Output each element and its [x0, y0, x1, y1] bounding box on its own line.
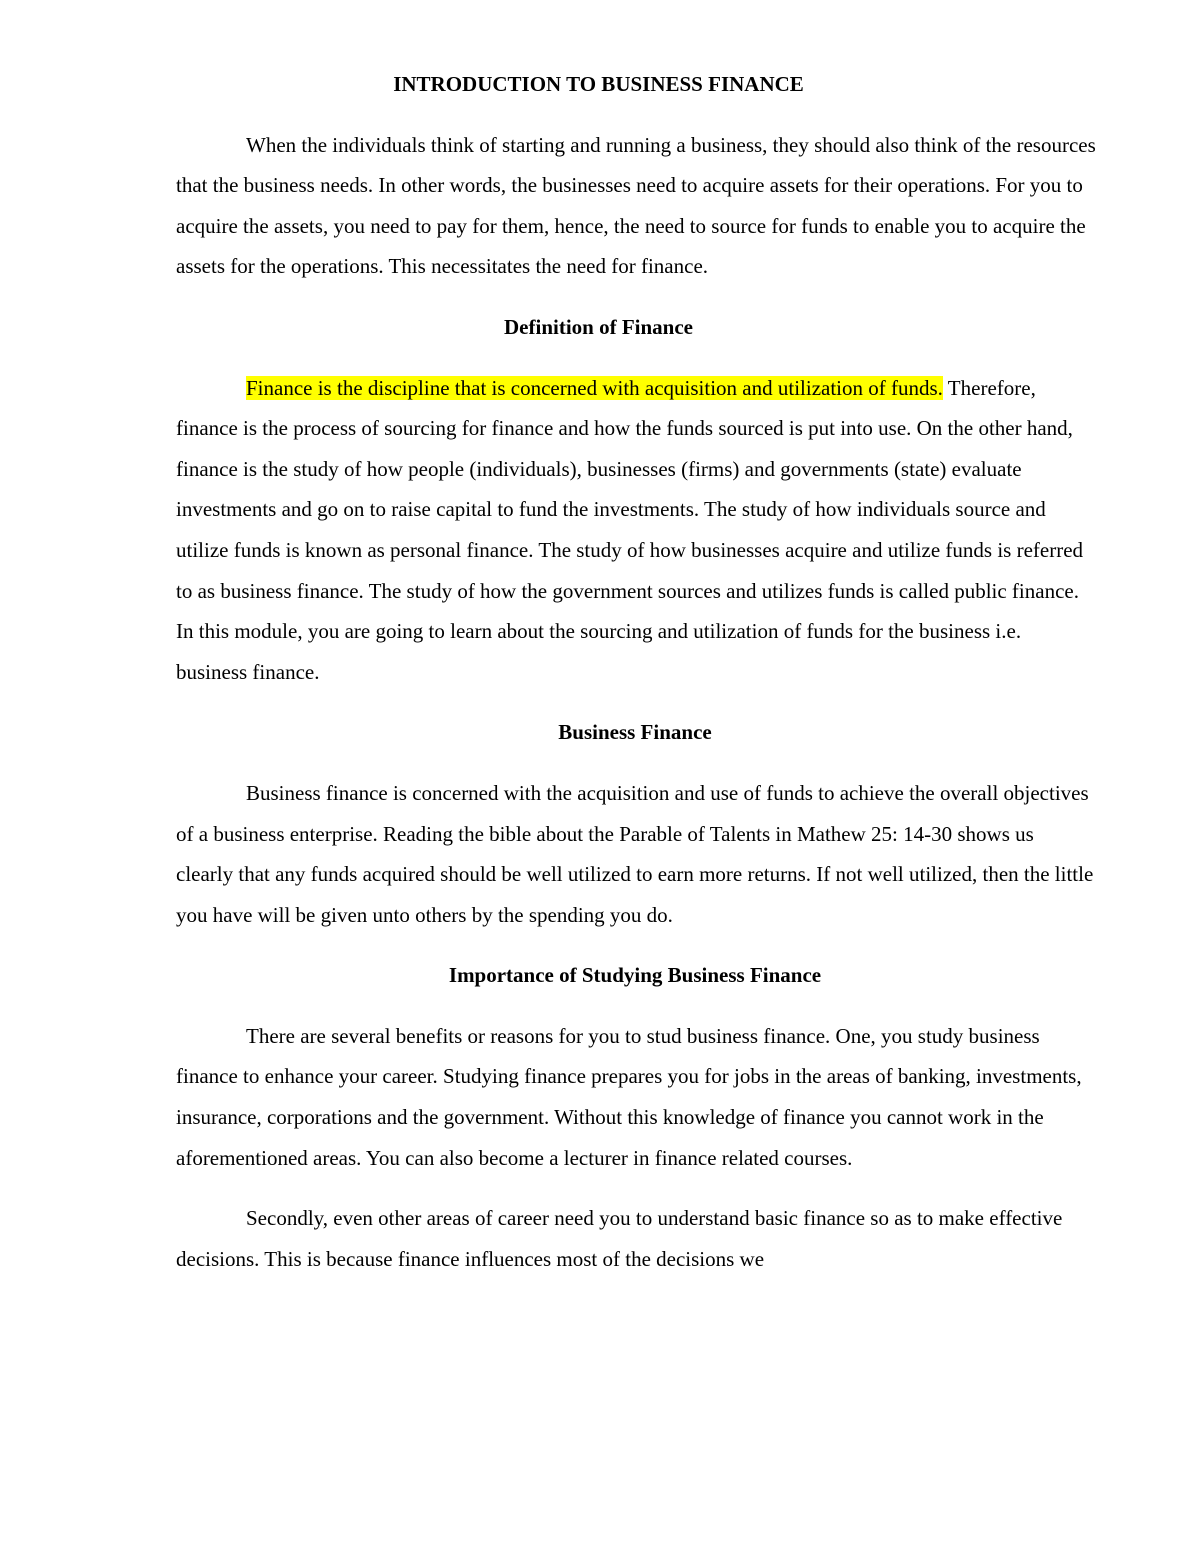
- section-heading-importance: Importance of Studying Business Finance: [448, 963, 822, 988]
- definition-paragraph-text: Therefore, finance is the process of sourcing for finance and how the funds sourced is put into use. On the other hand, finance is the study of how people (individuals), businesses (firms) and governments (state) evaluate investments and go on to raise capital to fund the investments. The study of how individuals source and utilize funds is known as personal finance. The study of how businesses acquire and utilize funds is referred to as business finance. The study of how the government sources and utilizes funds is called public finance. In this module, you are going to learn about the sourcing and utilization of funds for the business i.e. business finance.: [176, 375, 1084, 684]
- intro-paragraph: When the individuals think of starting and running a business, they should also think of the resources that the business needs. In other words, the businesses need to acquire assets for their operations. For you to acquire the assets, you need to pay for them, hence, the need to source for funds to enable you to acquire the assets for the operations. This necessitates the need for finance.: [176, 132, 1096, 279]
- highlighted-definition: Finance is the discipline that is concerned with acquisition and utilization of funds.: [246, 375, 943, 400]
- definition-paragraph: [176, 368, 1096, 693]
- document-page: [176, 64, 1096, 1279]
- section-heading-definition: Definition of Finance: [504, 314, 693, 339]
- section-heading-business-finance: Business Finance: [558, 720, 712, 745]
- business-finance-paragraph: Business finance is concerned with the acquisition and use of funds to achieve the overall objectives of a business enterprise. Reading the bible about the Parable of Talents in Mathew 25: 14-30 shows us clearly that any funds acquired should be well utilized to earn more returns. If not well utilized, then the little you have will be given unto others by the spending you do.: [176, 780, 1094, 927]
- importance-paragraph-2: Secondly, even other areas of career need you to understand basic finance so as to make effective decisions. This is because finance influences most of the decisions we: [176, 1206, 1063, 1271]
- document-title: INTRODUCTION TO BUSINESS FINANCE: [393, 72, 804, 96]
- importance-paragraph-1: There are several benefits or reasons for you to stud business finance. One, you study business finance to enhance your career. Studying finance prepares you for jobs in the areas of banking, investments, insurance, corporations and the government. Without this knowledge of finance you cannot work in the aforementioned areas. You can also become a lecturer in finance related courses.: [176, 1023, 1082, 1170]
